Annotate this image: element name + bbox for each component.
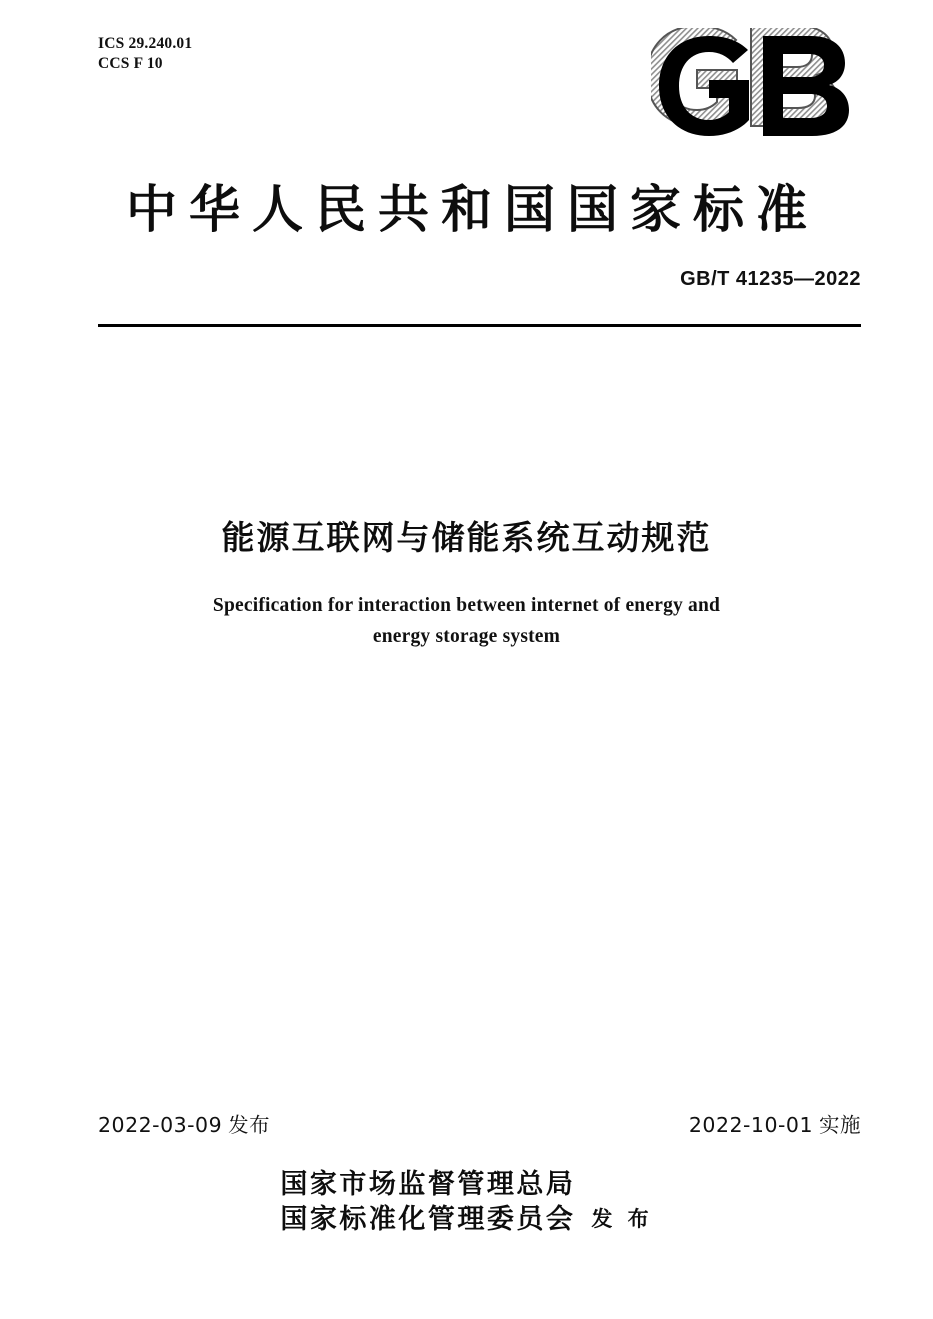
issue-date-label: 发布 [228, 1113, 271, 1137]
issuer-action-label: 发 布 [591, 1207, 653, 1232]
effective-date-label: 实施 [819, 1113, 861, 1137]
document-title-english-line2: energy storage system [372, 626, 561, 648]
ccs-code: CCS F 10 [98, 55, 163, 73]
effective-date [689, 1108, 861, 1138]
issuer-organization-2: 国家标准化管理委员会 [280, 1203, 576, 1235]
issuer-organizations [280, 1168, 575, 1237]
document-title-chinese: 能源互联网与储能系统互动规范 [221, 518, 712, 557]
header-divider [98, 324, 861, 327]
issue-date-value: 2022-03-09 [98, 1113, 223, 1137]
national-standard-title: 中华人民共和国国家标准 [125, 181, 819, 240]
ics-code: ICS 29.240.01 [98, 35, 193, 52]
gb-logo-icon [651, 28, 863, 144]
date-row [98, 1108, 861, 1138]
issue-date [98, 1108, 270, 1138]
document-title-english-line1: Specification for interaction between internet of energy and [212, 595, 721, 616]
issuer-organization-1: 国家市场监督管理总局 [280, 1169, 576, 1200]
effective-date-value: 2022-10-01 [688, 1113, 813, 1137]
standard-number: GB/T 41235—2022 [680, 268, 861, 290]
classification-codes [98, 34, 192, 75]
issuing-authority [0, 1168, 933, 1237]
document-title-english [0, 590, 933, 652]
cover-header [98, 34, 863, 144]
